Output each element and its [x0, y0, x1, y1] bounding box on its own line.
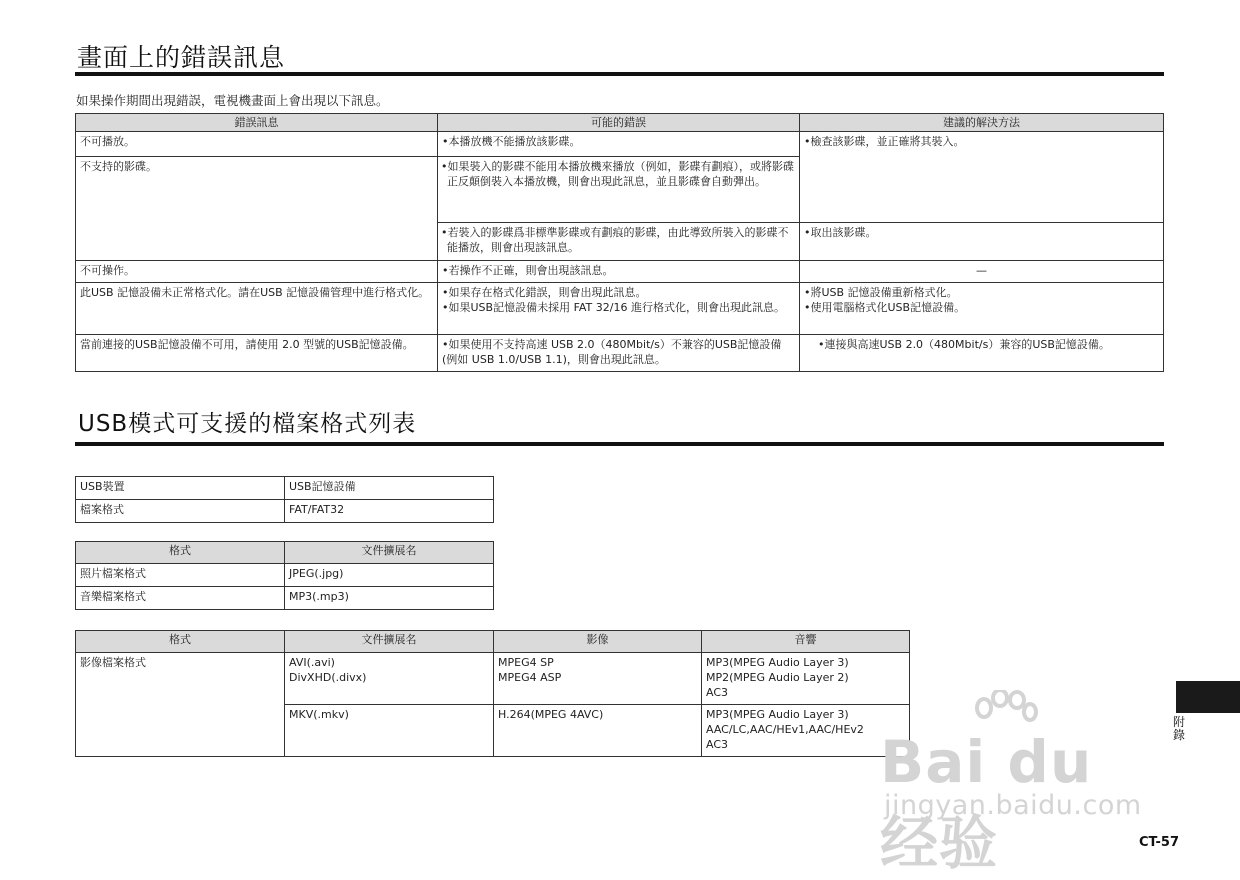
table-row: [76, 132, 1164, 157]
table-header-row: [76, 631, 910, 653]
audio-codec-line: MP3(MPEG Audio Layer 3): [706, 708, 849, 721]
device-label-cell: 檔案格式: [76, 500, 285, 523]
table-row: [76, 477, 494, 500]
extension-cell: MKV(.mkv): [285, 705, 494, 757]
watermark-url: jingyan.baidu.com: [884, 790, 1142, 821]
video-codec-cell: H.264(MPEG 4AVC): [494, 705, 702, 757]
usb-device-table: [75, 476, 494, 523]
section-title-usb-formats: USB模式可支援的檔案格式列表: [78, 411, 417, 437]
video-format-table: [75, 630, 910, 757]
device-value-cell: USB記憶設備: [285, 477, 494, 500]
solution-cell: [800, 283, 1164, 335]
solution-cell: •檢查該影碟，並正確將其裝入。: [800, 132, 1164, 223]
table-row: [76, 261, 1164, 283]
audio-codec-line: AC3: [706, 686, 729, 699]
table-row: [76, 587, 494, 610]
table-row: [76, 335, 1164, 372]
cause-line: •如果存在格式化錯誤，則會出現此訊息。: [442, 286, 647, 299]
page-number: CT-57: [1139, 835, 1179, 850]
file-format-table: [75, 541, 494, 610]
audio-codec-line: MP3(MPEG Audio Layer 3): [706, 656, 849, 669]
format-cell: 音樂檔案格式: [76, 587, 285, 610]
table-row: [76, 653, 910, 705]
column-header: 錯誤訊息: [76, 114, 438, 132]
device-value-cell: FAT/FAT32: [285, 500, 494, 523]
audio-codec-cell: [702, 653, 910, 705]
audio-codec-line: AC3: [706, 738, 729, 751]
device-label-cell: USB裝置: [76, 477, 285, 500]
solution-line: •使用電腦格式化USB記憶設備。: [804, 301, 966, 314]
appendix-label: 附錄: [1173, 715, 1186, 742]
format-cell: 影像檔案格式: [76, 653, 285, 757]
table-header-row: [76, 114, 1164, 132]
audio-codec-cell: [702, 705, 910, 757]
possible-cause-cell: [438, 283, 800, 335]
table-header-row: [76, 542, 494, 564]
solution-cell: —: [800, 261, 1164, 283]
extension-cell: MP3(.mp3): [285, 587, 494, 610]
possible-cause-cell: •本播放機不能播放該影碟。: [438, 132, 800, 157]
extension-cell: [285, 653, 494, 705]
column-header: 格式: [76, 542, 285, 564]
title-rule: [75, 72, 1164, 76]
watermark-brand: Bai du 经验: [880, 728, 1093, 877]
column-header: 影像: [494, 631, 702, 653]
appendix-tab-marker: [1176, 681, 1240, 713]
video-codec-line: MPEG4 ASP: [498, 671, 562, 684]
solution-cell: •連接與高速USB 2.0（480Mbit/s）兼容的USB記憶設備。: [800, 335, 1164, 372]
audio-codec-line: MP2(MPEG Audio Layer 2): [706, 671, 849, 684]
video-codec-cell: [494, 653, 702, 705]
column-header: 格式: [76, 631, 285, 653]
table-row: [76, 283, 1164, 335]
error-message-cell: 不支持的影碟。: [76, 157, 438, 261]
solution-line: •將USB 記憶設備重新格式化。: [804, 286, 958, 299]
title-rule: [75, 442, 1164, 446]
error-message-cell: 當前連接的USB記憶設備不可用，請使用 2.0 型號的USB記憶設備。: [76, 335, 438, 372]
error-message-cell: 不可操作。: [76, 261, 438, 283]
table-row: [76, 500, 494, 523]
column-header: 文件擴展名: [285, 631, 494, 653]
possible-cause-cell: •若操作不正確，則會出現該訊息。: [438, 261, 800, 283]
error-message-cell: 此USB 記憶設備未正常格式化。請在USB 記憶設備管理中進行格式化。: [76, 283, 438, 335]
error-message-table: [75, 113, 1164, 372]
column-header: 可能的錯誤: [438, 114, 800, 132]
video-codec-line: MPEG4 SP: [498, 656, 554, 669]
solution-cell: •取出該影碟。: [800, 223, 1164, 261]
possible-cause-cell: •如果裝入的影碟不能用本播放機來播放（例如，影碟有劃痕），或將影碟正反顛倒裝入本播放機，則會出現此訊息，並且影碟會自動彈出。: [438, 157, 800, 223]
extension-line: AVI(.avi): [289, 656, 335, 669]
audio-codec-line: AAC/LC,AAC/HEv1,AAC/HEv2: [706, 723, 864, 736]
column-header: 音響: [702, 631, 910, 653]
format-cell: 照片檔案格式: [76, 564, 285, 587]
intro-text: 如果操作期間出現錯誤，電視機畫面上會出現以下訊息。: [76, 93, 389, 108]
error-message-cell: 不可播放。: [76, 132, 438, 157]
column-header: 建議的解決方法: [800, 114, 1164, 132]
table-row: [76, 564, 494, 587]
possible-cause-cell: •若裝入的影碟爲非標準影碟或有劃痕的影碟，由此導致所裝入的影碟不能播放，則會出現該訊息。: [438, 223, 800, 261]
cause-line: •如果USB記憶設備未採用 FAT 32/16 進行格式化，則會出現此訊息。: [442, 301, 785, 314]
extension-cell: JPEG(.jpg): [285, 564, 494, 587]
section-title-error-messages: 畫面上的錯誤訊息: [77, 43, 286, 72]
possible-cause-cell: •如果使用不支持高速 USB 2.0（480Mbit/s）不兼容的USB記憶設備 (例如 USB 1.0/USB 1.1)，則會出現此訊息。: [438, 335, 800, 372]
column-header: 文件擴展名: [285, 542, 494, 564]
extension-line: DivXHD(.divx): [289, 671, 367, 684]
